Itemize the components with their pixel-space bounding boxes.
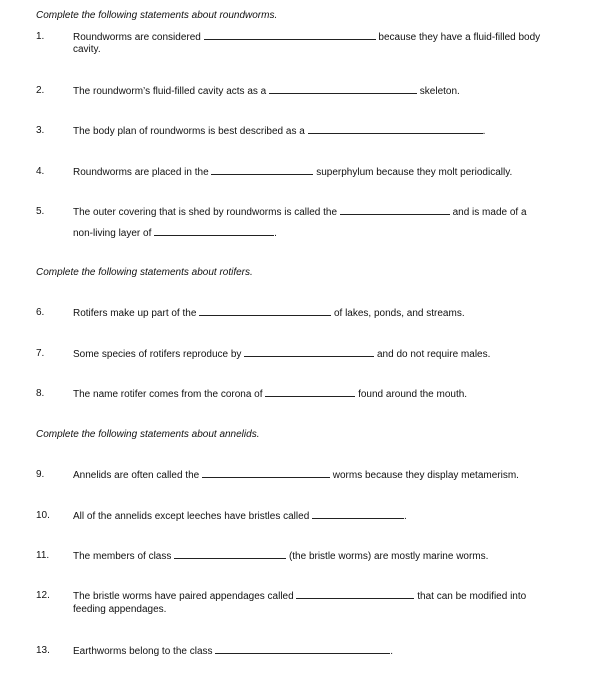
question-number: 11. xyxy=(36,550,50,561)
question-number: 4. xyxy=(36,166,45,177)
question-number: 1. xyxy=(36,31,45,42)
answer-blank-11[interactable] xyxy=(174,549,286,559)
answer-blank-2[interactable] xyxy=(269,84,417,94)
question-number: 12. xyxy=(36,590,50,601)
question-text: of lakes, ponds, and streams. xyxy=(333,308,465,319)
section-heading-annelids: Complete the following statements about annelids. xyxy=(36,429,260,440)
question-5-line-2 xyxy=(73,226,277,240)
question-text: All of the annelids except leeches have bristles called xyxy=(73,511,310,522)
answer-blank-7[interactable] xyxy=(244,347,374,357)
question-text: Rotifers make up part of the xyxy=(73,308,197,319)
question-text: because they have a fluid-filled body xyxy=(378,32,541,43)
question-4-line xyxy=(73,165,512,179)
answer-blank-12[interactable] xyxy=(296,589,414,599)
question-text: skeleton. xyxy=(419,86,460,97)
answer-blank-3[interactable] xyxy=(308,124,483,134)
question-text: . xyxy=(274,228,277,239)
question-number: 2. xyxy=(36,85,45,96)
answer-blank-4[interactable] xyxy=(211,165,313,175)
question-10-line xyxy=(73,509,407,523)
question-text: The outer covering that is shed by roundworms is called the xyxy=(73,207,338,218)
question-text: (the bristle worms) are mostly marine worms. xyxy=(288,551,489,562)
question-number: 3. xyxy=(36,125,45,136)
question-text: Earthworms belong to the class xyxy=(73,646,213,657)
question-number: 8. xyxy=(36,388,45,399)
question-13-line xyxy=(73,644,393,658)
question-7-line xyxy=(73,347,490,361)
question-text: non-living layer of xyxy=(73,228,152,239)
question-text: . xyxy=(482,126,486,137)
question-text: . xyxy=(390,646,394,657)
question-11-line xyxy=(73,549,488,563)
question-text: Annelids are often called the xyxy=(73,470,200,481)
question-number: 10. xyxy=(36,510,50,521)
question-text: The bristle worms have paired appendages called xyxy=(73,591,294,602)
question-text: The roundworm’s fluid-filled cavity acts as a xyxy=(73,86,267,97)
question-text: and is made of a xyxy=(452,207,527,218)
question-text: The members of class xyxy=(73,551,172,562)
question-1-line xyxy=(73,30,540,44)
question-text: Some species of rotifers reproduce by xyxy=(73,349,242,360)
question-8-line xyxy=(73,387,467,401)
question-text: that can be modified into xyxy=(417,591,527,602)
question-text: superphylum because they molt periodically. xyxy=(316,167,513,178)
question-text: Roundworms are considered xyxy=(73,32,201,43)
question-number: 5. xyxy=(36,206,45,217)
section-heading-rotifers: Complete the following statements about rotifers. xyxy=(36,267,253,278)
question-number: 13. xyxy=(36,645,50,656)
answer-blank-5b[interactable] xyxy=(154,226,274,236)
question-5-line xyxy=(73,205,527,219)
question-text: . xyxy=(404,511,407,522)
question-text: worms because they display metamerism. xyxy=(332,470,519,481)
question-9-line xyxy=(73,468,519,482)
question-text: found around the mouth. xyxy=(358,389,468,400)
section-heading-roundworms: Complete the following statements about roundworms. xyxy=(36,10,278,21)
question-number: 7. xyxy=(36,348,45,359)
question-text-continued: cavity. xyxy=(73,44,101,55)
question-6-line xyxy=(73,306,465,320)
answer-blank-1[interactable] xyxy=(204,30,376,40)
answer-blank-8[interactable] xyxy=(265,387,355,397)
question-12-line xyxy=(73,589,526,603)
question-number: 9. xyxy=(36,469,45,480)
question-2-line xyxy=(73,84,460,98)
answer-blank-9[interactable] xyxy=(202,468,330,478)
question-number: 6. xyxy=(36,307,45,318)
question-text: The body plan of roundworms is best described as a xyxy=(73,126,305,137)
answer-blank-10[interactable] xyxy=(312,509,404,519)
question-text-continued: feeding appendages. xyxy=(73,604,167,615)
answer-blank-13[interactable] xyxy=(215,644,390,654)
question-text: and do not require males. xyxy=(376,349,491,360)
answer-blank-5a[interactable] xyxy=(340,205,450,215)
answer-blank-6[interactable] xyxy=(199,306,331,316)
question-3-line xyxy=(73,124,485,138)
question-text: Roundworms are placed in the xyxy=(73,167,209,178)
question-text: The name rotifer comes from the corona of xyxy=(73,389,263,400)
